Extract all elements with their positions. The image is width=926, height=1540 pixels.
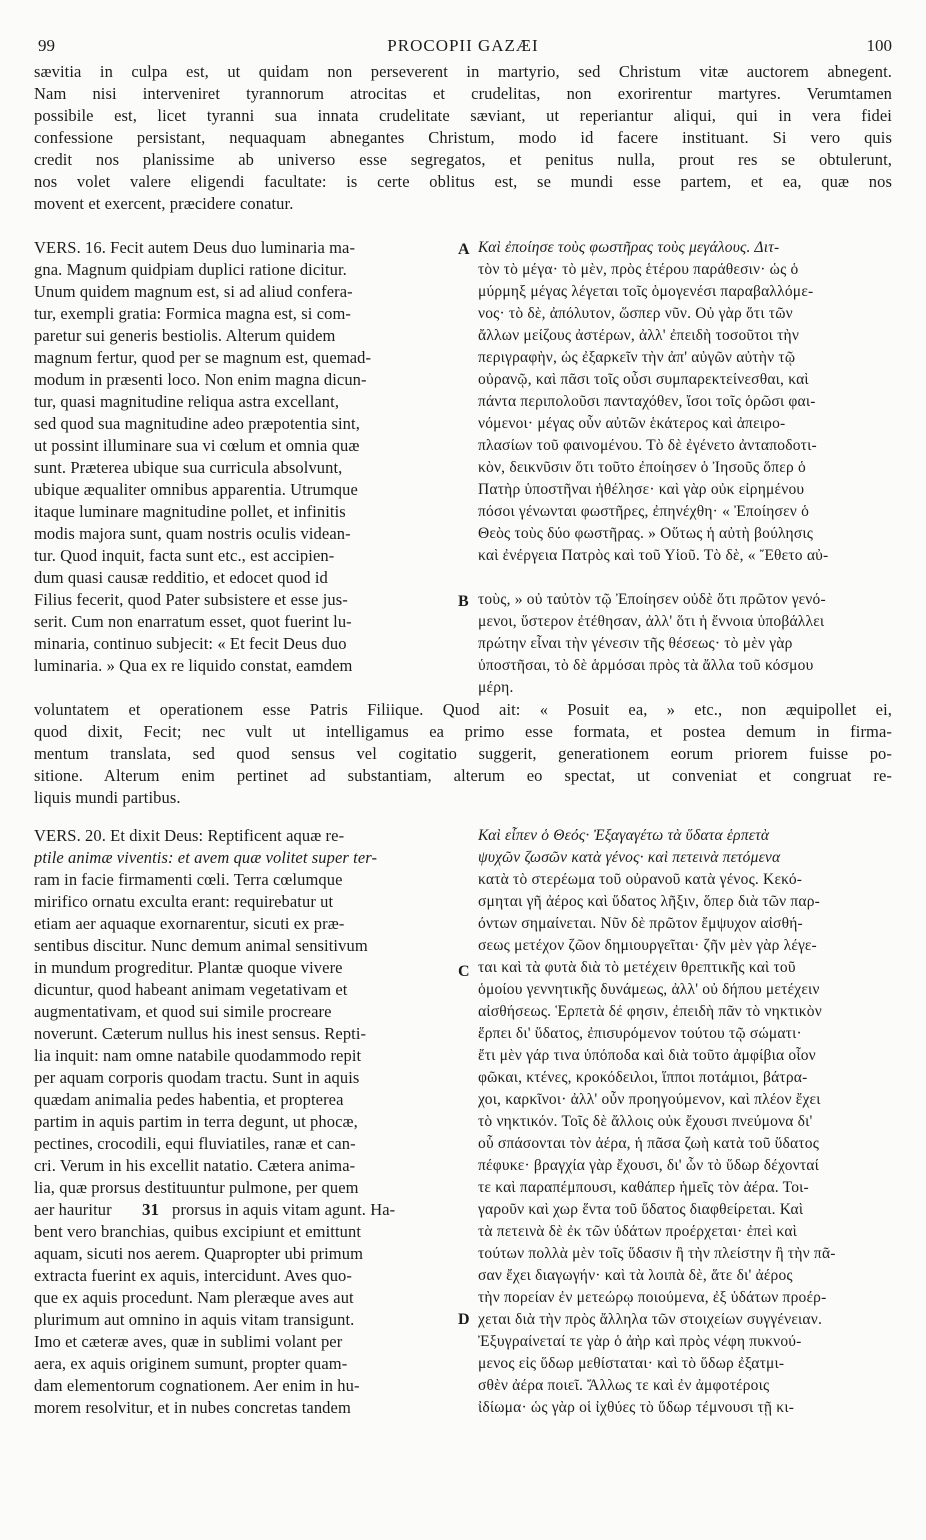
text-line: σμηται γῆ ἀέρος καὶ ὕδατος λῆξιν, ὅπερ διὰ τῶν παρ- [478,893,821,910]
margin-marker-a: A [458,241,470,258]
column-number: 31 [142,1200,159,1219]
text-line: Καὶ ἐποίησε τοὺς φωστῆρας τοὺς μεγάλους. Διτ- [478,239,780,256]
text-line: ἔτι μὲν γάρ τινα ὑπόποδα καὶ διὰ τοῦτο ἀμφίβια οἷον [478,1047,816,1064]
text-line: tur. Quod inquit, facta sunt etc., est accipien- [34,546,335,565]
text-line: paretur sui generis bestiolis. Alterum quidem [34,326,336,345]
text-line: μύρμηξ μέγας λέγεται τοῖς ὁμογενέσι παραβαλλόμε- [478,283,814,300]
text-line: νος· τὸ δὲ, ἀπόλυτον, ὥσπερ νῦν. Οὐ γὰρ ὅτι τῶν [478,305,793,322]
text-line: μέρη. [478,679,514,696]
text-line: serit. Cum non enarratum esset, quot fuerint lu- [34,612,352,631]
text-line: περιγραφὴν, ὡς ἐξαρκεῖν τὴν ἀπ' αὐγῶν αὐτὴν τῷ [478,349,796,366]
text-line: gna. Magnum quidpiam duplici ratione dicitur. [34,260,347,279]
text-line: VERS. 20. Et dixit Deus: Reptificent aquæ re- [34,826,345,845]
text-line: μενοι, ὕστερον ἐτέθησαν, ἀλλ' ὅτι ἡ ἔννοια ὑποβάλλει [478,613,825,630]
text-line: Πατὴρ ὑποστῆναι ἠθέλησε· καὶ γὰρ οὐκ εἰρημένου [478,481,805,498]
text-line: in mundum progreditur. Plantæ quoque vivere [34,958,343,977]
text-line: aer hauritur [34,1200,112,1219]
text-line: dicuntur, quod habeant animam vegetativam et [34,980,348,999]
text-line: sed quod sua magnitudine adeo præpotentia sint, [34,414,360,433]
text-line: modis majora sunt, quam nostris oculis videan- [34,524,351,543]
margin-marker-d: D [458,1311,470,1328]
text-line: liquis mundi partibus. [34,788,181,807]
margin-marker-b: B [458,593,469,610]
text-line: VERS. 16. Fecit autem Deus duo luminaria ma- [34,238,356,257]
text-line: mentum translata, sed quod sensus vel cogitatio suggerit, generationem eorum priorem fuisse po- [34,744,892,763]
text-line: Imo et cæteræ aves, quæ in sublimi volant per [34,1332,343,1351]
text-line: voluntatem et operationem esse Patris Filiique. Quod ait: « Posuit ea, » etc., non æquipollet ei, [34,700,892,719]
text-line: τὰ πετεινὰ δὲ ἐκ τῶν ὑδάτων προέρχεται· ἐπεὶ καὶ [478,1223,798,1240]
text-line: lia inquit: nam omne natabile quodammodo repit [34,1046,362,1065]
text-line: plurimum aut omnino in aquis vitam transigunt. [34,1310,355,1329]
text-line: dam elementorum cognationem. Aer enim in hu- [34,1376,360,1395]
text-line: bent vero branchias, quibus excipiunt et emittunt [34,1222,362,1241]
text-line: Unum quidem magnum est, si ad aliud confera- [34,282,353,301]
text-line: μενος εἰς ὕδωρ μεθίσταται· καὶ τὸ ὕδωρ ἐξατμι- [478,1355,785,1372]
text-line: ptile animæ viventis: et avem quæ volitet super ter- [34,848,378,867]
text-line: πόσοι γένωνται φωστῆρες, ἐπηνέχθη· « Ἐποίησεν ὁ [478,503,810,520]
text-line: lia, quæ prorsus destituuntur pulmone, per quem [34,1178,359,1197]
text-line: τὸν τὸ μέγα· τὸ μὲν, πρὸς ἑτέρου παράθεσιν· ὡς ὁ [478,261,799,278]
text-line: tur, exempli gratia: Formica magna est, si com- [34,304,351,323]
text-line: τοὺς, » οὐ ταὐτὸν τῷ Ἐποίησεν οὐδὲ ὅτι πρῶτον γενό- [478,591,826,608]
text-line: modum in præsenti loco. Non enim magna dicun- [34,370,367,389]
text-line: οὗ σπάσονται τὸν ἀέρα, ἡ πᾶσα ζωὴ κατὰ τοῦ ὕδατος [478,1135,820,1152]
text-line: κατὰ τὸ στερέωμα τοῦ οὐρανοῦ κατὰ γένος. Κεκό- [478,871,803,888]
text-line: sentibus discitur. Nunc demum animal sensitivum [34,936,368,955]
text-line: morem resolvitur, et in nubes concretas tandem [34,1398,351,1417]
text-line: dum quasi causæ redditio, et edocet quod id [34,568,328,587]
text-line: οὐρανῷ, καὶ πᾶσι τοῖς οὖσι συμπαρεκτείνεσθαι, καὶ [478,371,809,388]
text-line: mirifico ornatu exculta erant: requirebatur ut [34,892,334,911]
text-line: χεται διὰ τὴν πρὸς ἄλληλα τῶν στοιχείων συγγένειαν. [478,1311,823,1328]
text-line: aquam, sicuti nos aerem. Quapropter ubi primum [34,1244,364,1263]
text-line: augmentativam, et quod sui simile procreare [34,1002,332,1021]
text-line: τούτων πολλὰ μὲν τοῖς ὕδασιν ἢ τὴν πλείστην ἢ τὴν πᾶ- [478,1245,836,1262]
left-page-number: 99 [38,36,55,55]
text-line: γαροῦν καὶ χωρ ἕντα τοῦ ὕδατος διαφθείρεται. Καὶ [478,1201,804,1218]
text-line: πάντα περιπολοῦσι πανταχόθεν, ἴσοι τοῖς ὁρῶσι φαι- [478,393,816,410]
text-line: ὁμοίου γεννητικῆς δυνάμεως, ἀλλ' οὐ δήπου μετέχειν [478,981,820,998]
text-line: τὴν πορείαν ἐν μετεώρῳ ποιούμενα, ἐξ ὑδάτων προέρ- [478,1289,827,1306]
text-line: καὶ ἐνέργεια Πατρὸς καὶ τοῦ Υἱοῦ. Τὸ δὲ, « Ἔθετο αὐ- [478,547,829,564]
text-line: σαν ἔχει διαγωγήν· καὶ τὰ λοιπὰ δὲ, ἅτε δι' ἀέρος [478,1267,793,1284]
text-line: τε καὶ παραπέμπουσι, καθάπερ ἡμεῖς τὸν ἀέρα. Τοι- [478,1179,809,1196]
text-line: etiam aer aquaque exornarentur, sicuti ex præ- [34,914,345,933]
text-line: sitione. Alterum enim pertinet ad substantiam, alterum eo spectat, ut conveniat et congruat re- [34,766,892,785]
text-line: quod dixit, Fecit; nec vult ut intelligamus ea primo esse formata, et postea demum in firma- [34,722,892,741]
margin-marker-c: C [458,963,470,980]
text-line: aera, ex aquis originem sumunt, propter quam- [34,1354,348,1373]
text-line: prorsus in aquis vitam agunt. Ha- [172,1200,396,1219]
text-line: Nam nisi interveniret tyrannorum atrocitas et crudelitas, non exorirentur martyres. Verumtamen [34,84,892,103]
text-line: movent et exercent, præcidere conatur. [34,194,294,213]
text-line: πρώτην εἶναι τὴν γένεσιν τῆς θέσεως· τὸ μὲν γὰρ [478,635,793,652]
text-line: τὸ νηκτικόν. Τοῖς δὲ ἄλλοις οὐκ ἔχουσι πνεύμονα δι' [478,1113,813,1130]
text-line: ἕρπει δι' ὕδατος, ἐπισυρόμενον τούτου τῷ σώματι· [478,1025,802,1042]
text-line: πέφυκε· βραγχία γὰρ ἔχουσι, δι' ὧν τὸ ὕδωρ δέχονταί [478,1157,819,1174]
text-line: ubique æqualiter omnibus apparentia. Utrumque [34,480,358,499]
text-line: πλασίων τοῦ φαινομένου. Τὸ δὲ ἐγένετο ἀνταποδοτι- [478,437,817,454]
text-line: que ex aquis procedunt. Nam pleræque aves aut [34,1288,354,1307]
text-line: cri. Verum in his excellit natatio. Cætera anima- [34,1156,356,1175]
text-line: χοι, καρκῖνοι· ἀλλ' οὖν προηγούμενον, καὶ πλέον ἔχει [478,1091,821,1108]
text-line: νόμενοι· μέγας οὖν αὐτῶν ἑκάτερος καὶ ἀπειρο- [478,415,786,432]
text-line: σθὲν ἀέρα ποιεῖ. Ἄλλως τε καὶ ἐν ἀμφοτέροις [478,1377,770,1394]
text-line: ὑποστῆσαι, τὸ δὲ ἁρμόσαι πρὸς τὰ ἄλλα τοῦ κόσμου [478,657,814,674]
text-line: ut possint illuminare sua vi cœlum et omnia quæ [34,436,360,455]
text-line: sævitia in culpa est, ut quidam non perseverent in martyrio, sed Christum vitæ auctorem abnegent. [34,62,892,81]
text-line: luminaria. » Qua ex re liquido constat, eamdem [34,656,353,675]
text-line: sunt. Præterea ubique sua curricula absolvunt, [34,458,343,477]
text-line: φῶκαι, κτένες, κροκόδειλοι, ἵπποι ποτάμιοι, βάτρα- [478,1069,808,1086]
text-line: Filius fecerit, quod Pater subsistere et esse jus- [34,590,348,609]
right-page-number: 100 [866,36,892,55]
text-line: ἄλλων μείζους ἀστέρων, ἀλλ' ἐπειδὴ τοσοῦτοι τὴν [478,327,800,344]
text-line: minaria, continuo subjecit: « Et fecit Deus duo [34,634,347,653]
text-line: magnum fertur, quod per se magnum est, quemad- [34,348,372,367]
text-line: partim in aquis partim in terra degunt, ut phocæ, [34,1112,358,1131]
text-line: credit nos planissime ab universo esse segregatos, et penitus nulla, prout res se obtulerunt, [34,150,892,169]
text-line: κὸν, δεικνῦσιν ὅτι τοῦτο ἐποίησεν ὁ Ἰησοῦς ὅπερ ὁ [478,459,806,476]
text-line: nos volet valere eligendi facultate: is certe oblitus est, se mundi esse partem, et ea, quæ nos [34,172,892,191]
text-line: ram in facie firmamenti cœli. Terra cœlumque [34,870,343,889]
text-line: possibile est, licet tyranni sua innata crudelitate sæviant, ut reperiantur aliqui, qui in vera fidei [34,106,892,125]
text-line: extracta fuerint ex aquis, intercidunt. Aves quo- [34,1266,352,1285]
text-line: ἰδίωμα· ὡς γὰρ οἱ ἰχθύες τὸ ὕδωρ τέμνουσι τῇ κι- [478,1399,795,1416]
text-line: quædam animalia pedes habentia, et propterea [34,1090,344,1109]
text-line: Ἐξυγραίνεταί τε γὰρ ὁ ἀὴρ καὶ πρὸς νέφη πυκνού- [478,1333,802,1350]
text-line: per aquam corporis quodam tractu. Sunt in aquis [34,1068,360,1087]
text-line: ται καὶ τὰ φυτὰ διὰ τὸ μετέχειν θρεπτικῆς καὶ τοῦ [478,959,796,976]
text-line: itaque luminare magnitudine pollet, et infinitis [34,502,346,521]
text-line: tur, quasi magnitudine reliqua astra excellant, [34,392,340,411]
text-line: pectines, crocodili, equi fluviatiles, ranæ et can- [34,1134,356,1153]
text-line: Καὶ εἶπεν ὁ Θεός· Ἐξαγαγέτω τὰ ὕδατα ἑρπετὰ [478,827,770,844]
text-line: ψυχῶν ζωσῶν κατὰ γένος· καὶ πετεινὰ πετόμενα [478,849,781,866]
text-line: αἰσθήσεως. Ἑρπετὰ δέ φησιν, ἐπειδὴ πᾶν τὸ νηκτικὸν [478,1003,822,1020]
running-title: PROCOPII GAZÆI [387,36,539,55]
text-line: όντων σημαίνεται. Νῦν δὲ πρῶτον ἔμψυχον αἰσθή- [478,915,803,932]
text-line: noverunt. Cæterum nullus his inest sensus. Repti- [34,1024,367,1043]
text-line: σεως μετέχον ζῶον δημιουργεῖται· ζῆν μὲν γὰρ λέγε- [478,937,817,954]
text-line: Θεὸς τοὺς δύο φωστῆρας. » Οὕτως ἡ αὐτὴ βούλησις [478,525,814,542]
text-line: confessione persistant, nequaquam abnegantes Christum, modo id facere instituant. Si vero quis [34,128,892,147]
